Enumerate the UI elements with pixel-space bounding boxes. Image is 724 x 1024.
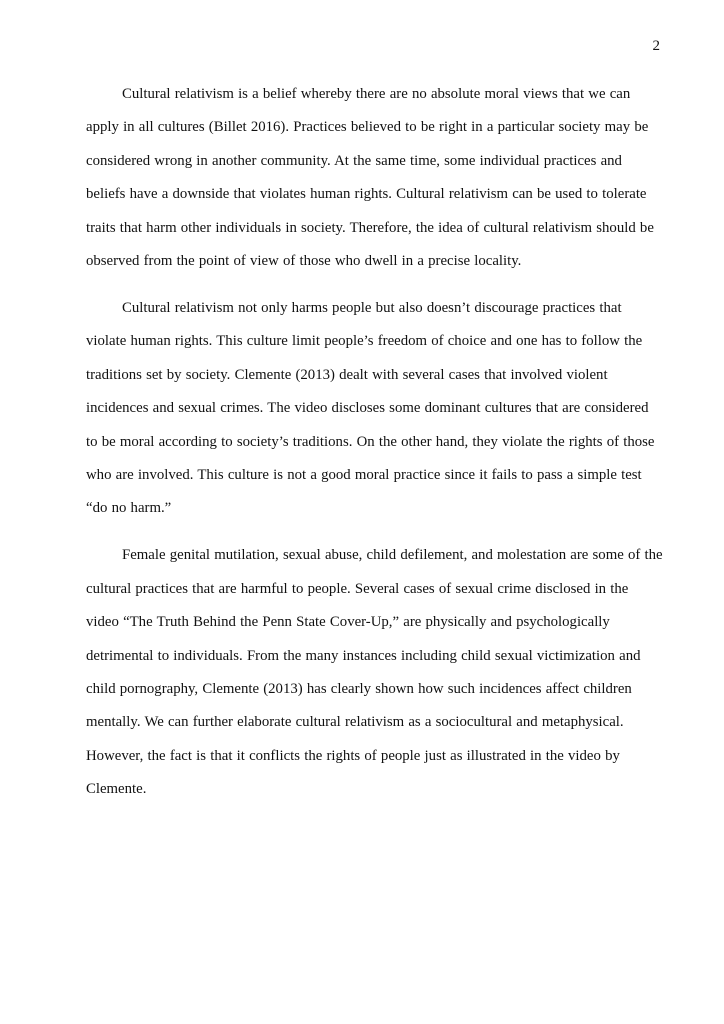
- paragraph-harms-and-rights: Cultural relativism not only harms people but also doesn’t discourage practices that violate human rights. This culture limit people’s freedom of choice and one has to follow the traditions set by society. Clemente (2013) dealt with several cases that involved violent incidences and sexual crimes. The video discloses some dominant cultures that are considered to be moral according to society’s traditions. On the other hand, they violate the rights of those who are involved. This culture is not a good moral practice since it fails to pass a simple test “do no harm.”: [86, 299, 655, 517]
- document-body: [86, 78, 664, 820]
- paragraph-cultural-relativism-intro: Cultural relativism is a belief whereby there are no absolute moral views that we can apply in all cultures (Billet 2016). Practices believed to be right in a particular society may be considered wrong in another community. At the same time, some individual practices and beliefs have a downside that violates human rights. Cultural relativism can be used to tolerate traits that harm other individuals in society. Therefore, the idea of cultural relativism should be observed from the point of view of those who dwell in a precise locality.: [86, 86, 654, 270]
- paragraph-harmful-practices: Female genital mutilation, sexual abuse, child defilement, and molestation are some of the cultural practices that are harmful to people. Several cases of sexual crime disclosed in the video “The Truth Behind the Penn State Cover-Up,” are physically and psychologically detrimental to individuals. From the many instances including child sexual victimization and child pornography, Clemente (2013) has clearly shown how such incidences affect children mentally. We can further elaborate cultural relativism as a sociocultural and metaphysical. However, the fact is that it conflicts the rights of people just as illustrated in the video by Clemente.: [86, 547, 663, 798]
- page-number: 2: [652, 38, 660, 54]
